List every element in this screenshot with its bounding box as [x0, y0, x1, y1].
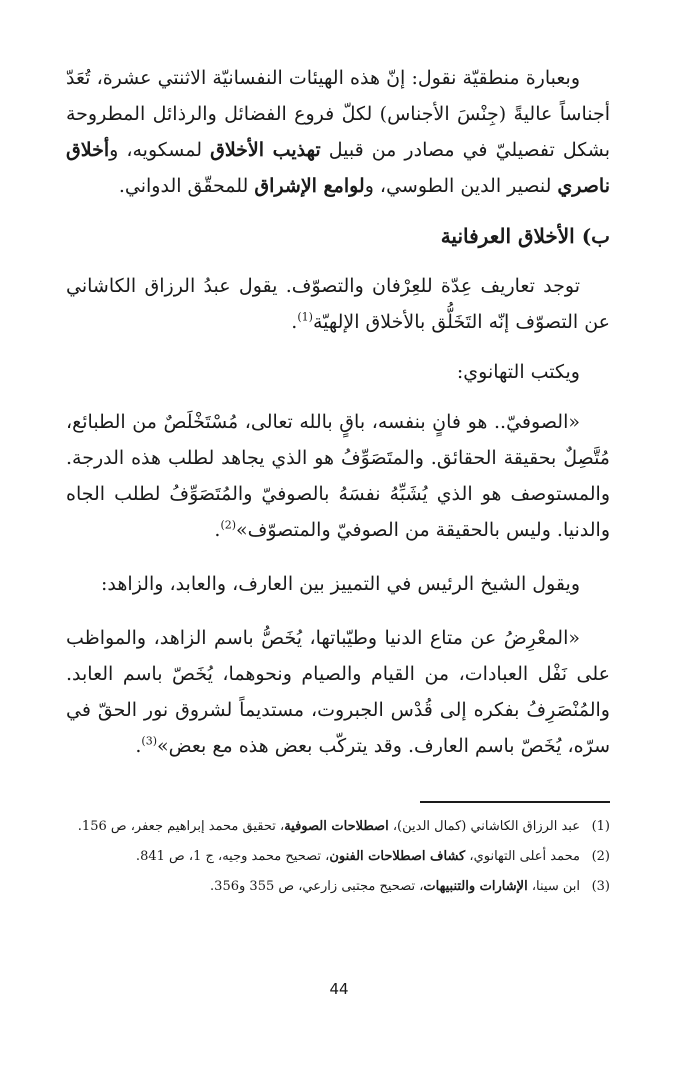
text-segment: ويكتب التهانوي: — [456, 361, 580, 383]
paragraph-ethics-sources — [66, 60, 610, 204]
cited-title: اصطلاحات الصوفية — [284, 819, 389, 834]
cited-title: الإشارات والتنبيهات — [423, 879, 528, 894]
text-segment: «الصوفيّ.. هو فانٍ بنفسه، باقٍ بالله تعالى، مُسْتَخْلَصٌ من الطبائع، مُتَّصِلٌ بحقيقة الحقائق. والمتَصَوِّفُ هو الذي يجاهد لطلب هذه الدرجة. والمستوصف هو الذي يُشَبِّهُ نفسَهُ بالصوفيّ والمُتَصَوِّفُ لطلب الجاه والدنيا. وليس بالحقيقة من الصوفيّ والمتصوّف» — [66, 411, 610, 541]
section-heading — [66, 218, 610, 254]
footnote-separator — [420, 801, 610, 803]
footnote-3 — [66, 875, 610, 899]
text-segment: وبعبارة منطقيّة نقول: إنّ هذه الهيئات النفسانيّة الاثنتي عشرة، تُعَدّ أجناساً عاليةً (جِنْسَ الأجناس) لكلّ فروع الفضائل والرذائل المطروحة بشكل تفصيليّ في مصادر من قبيل — [66, 67, 610, 161]
text-segment: توجد تعاريف عِدّة للعِرْفان والتصوّف. يقول عبدُ الرزاق الكاشاني عن التصوّف إنّه التَخَلُّق بالأخلاق الإلهيّة — [66, 275, 610, 333]
footnote-2 — [66, 845, 610, 869]
footnote-ref-1[interactable]: (1) — [297, 310, 313, 324]
footnote-text — [66, 815, 580, 839]
footnote-1 — [66, 815, 610, 839]
footnote-number: (1) — [591, 819, 610, 834]
book-title-akhlaq-nasiri: أخلاق ناصري — [66, 139, 610, 197]
text-segment: ابن سينا، — [527, 879, 580, 894]
cited-title: كشاف اصطلاحات الفنون — [329, 849, 466, 864]
footnote-number: (3) — [591, 879, 610, 894]
paragraph-avicenna-intro — [66, 566, 610, 602]
body-text — [66, 60, 610, 764]
text-segment: ، تحقيق محمد إبراهيم جعفر، ص 156. — [77, 819, 285, 834]
text-segment: ، تصحيح مجتبى زارعي، ص 355 و356. — [210, 879, 424, 894]
text-segment: «المعْرِضُ عن متاع الدنيا وطيّباتها، يُخَصُّ باسم الزاهد، والمواظب على نَفْل العبادات، من القيام والصيام ونحوهما، يُخَصّ باسم العابد. والمُنْصَرِفُ بفكره إلى قُدْس الجبروت، مستديماً لشروق نور الحقّ في سرّه، يُخَصّ باسم العارف. وقد يتركّب بعض هذه مع بعض» — [66, 627, 610, 757]
book-title-lawami: لوامع الإشراق — [254, 175, 365, 197]
heading-text: ب) الأخلاق العرفانية — [440, 224, 610, 248]
text-segment: ، تصحيح محمد وجيه، ج 1، ص 841. — [135, 849, 330, 864]
text-segment: . — [135, 735, 142, 757]
book-title-tahdhib: تهذيب الأخلاق — [210, 139, 321, 161]
paragraph-avicenna-quote — [66, 620, 610, 764]
text-segment: ويقول الشيخ الرئيس في التمييز بين العارف، والعابد، والزاهد: — [101, 573, 580, 595]
text-segment: لنصير الدين الطوسي، و — [364, 175, 558, 197]
paragraph-tahanawi-intro — [66, 354, 610, 390]
footnote-number: (2) — [591, 849, 610, 864]
footnote-text — [66, 875, 580, 899]
text-segment: لمسكويه، و — [109, 139, 211, 161]
footnotes — [66, 815, 610, 905]
paragraph-tahanawi-quote — [66, 404, 610, 548]
text-segment: . — [214, 519, 221, 541]
text-segment: محمد أعلى التهانوي، — [465, 849, 580, 864]
page-number: 44 — [329, 980, 349, 998]
text-segment: . — [291, 311, 298, 333]
footnote-text — [66, 845, 580, 869]
text-segment: عبد الرزاق الكاشاني (كمال الدين)، — [388, 819, 580, 834]
paragraph-definition — [66, 268, 610, 340]
footnote-ref-3[interactable]: (3) — [141, 734, 157, 748]
text-segment: للمحقّق الدواني. — [118, 175, 255, 197]
footnote-ref-2[interactable]: (2) — [220, 518, 237, 532]
